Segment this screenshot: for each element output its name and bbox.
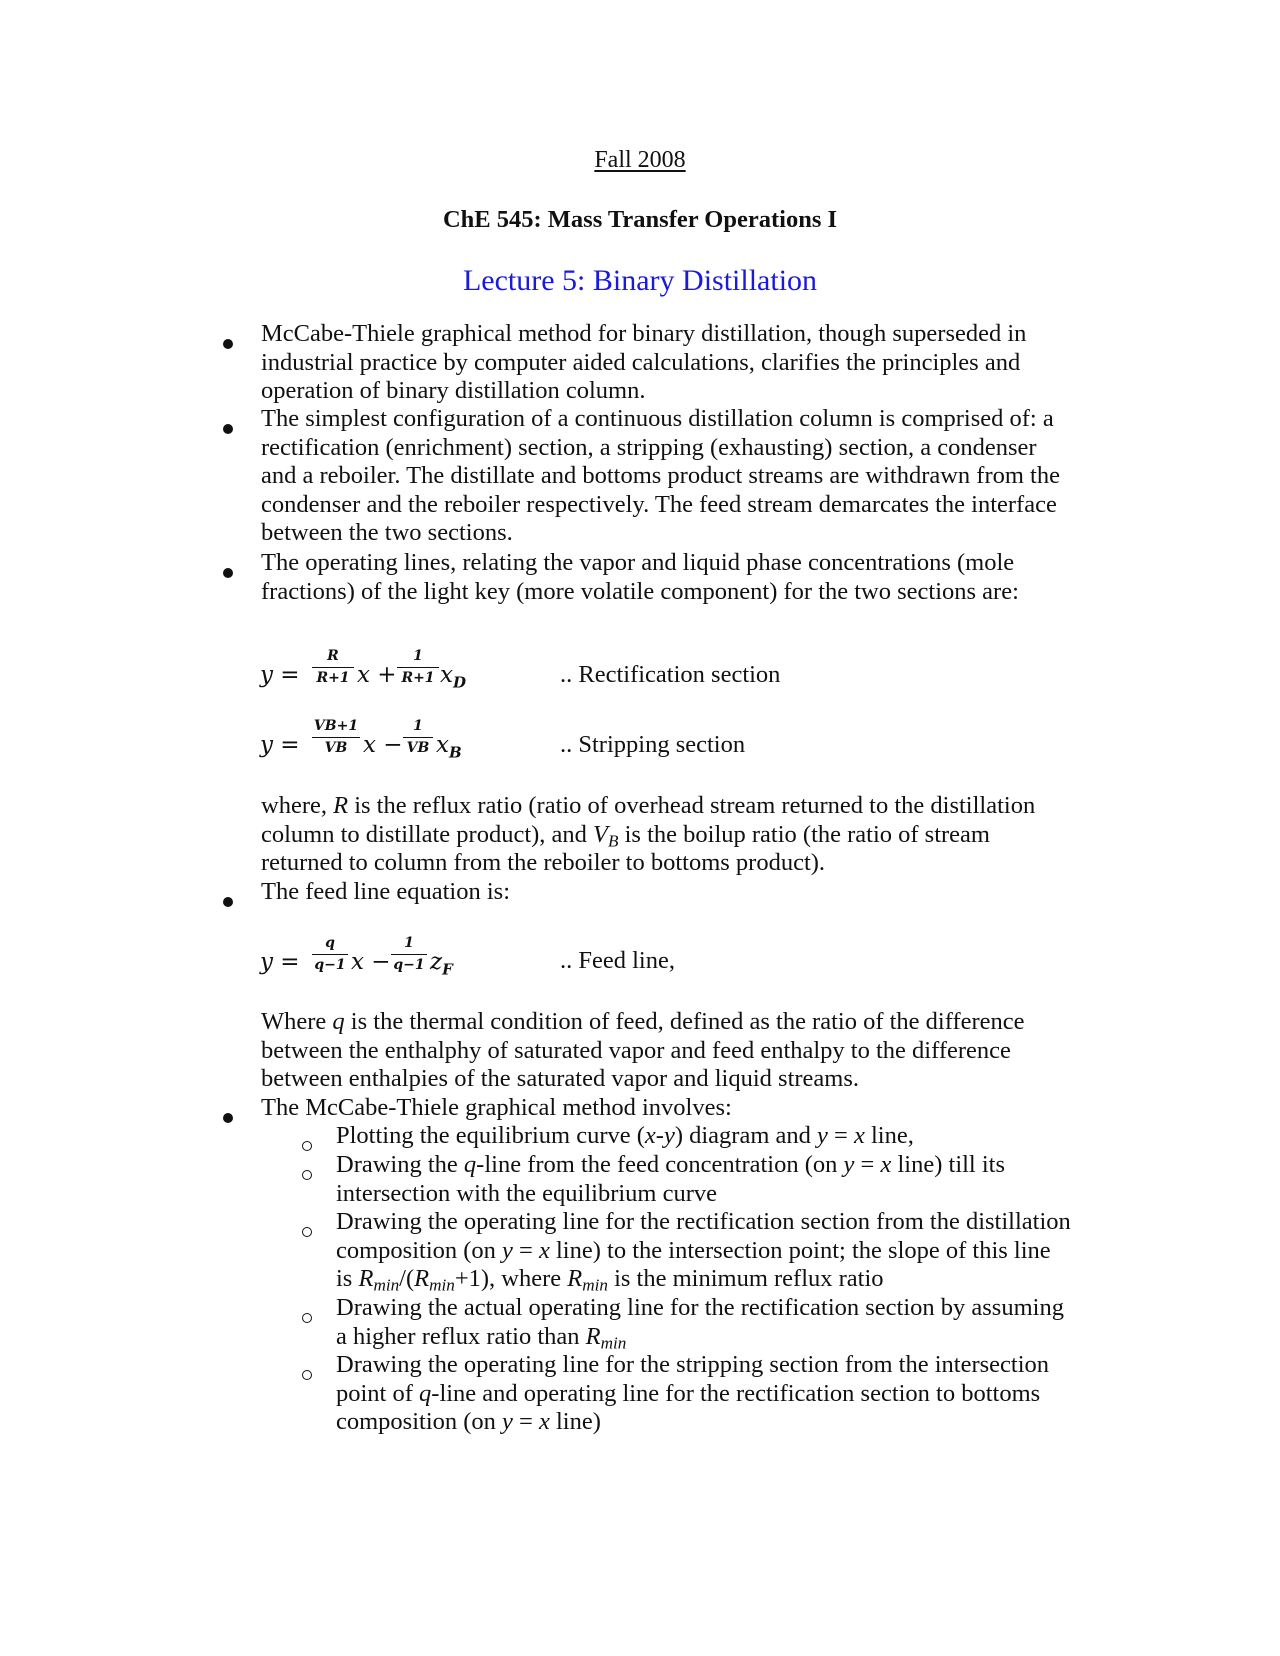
circle-bullet-icon <box>302 1370 312 1380</box>
equation-label-rectification: .. Rectification section <box>560 661 781 688</box>
reflux-definition: where, R is the reflux ratio (ratio of overhead stream returned to the distillation column to distillate product), and $V_B$ is the boilup ratio (the ratio of stream returned to column from the reboiler to bottoms product). <box>261 792 1036 877</box>
bullet-paragraph-5: The McCabe-Thiele graphical method involves: <box>261 1094 732 1121</box>
semester-heading: Fall 2008 <box>594 147 686 173</box>
bullet-icon <box>223 1113 233 1123</box>
bullet-icon <box>223 339 233 349</box>
equation-label-feed: .. Feed line, <box>560 947 675 974</box>
equation-stripping: y = VB+1 VB x − 1 VB $x_B$ <box>260 718 462 762</box>
step-4: Drawing the actual operating line for the rectification section by assuming a higher reflux ratio than $R_{min}$ <box>336 1294 1064 1352</box>
equation-rectification: y = R R+1 x + 1 R+1 $x_D$ <box>260 648 466 692</box>
bullet-icon <box>223 897 233 907</box>
step-1: Plotting the equilibrium curve (x-y) diagram and y = x line, <box>336 1122 914 1149</box>
bullet-paragraph-4: The feed line equation is: <box>261 878 510 905</box>
step-2: Drawing the q-line from the feed concentration (on y = x line) till its intersection with the equilibrium curve <box>336 1151 1006 1207</box>
bullet-paragraph-2: The simplest configuration of a continuous distillation column is comprised of: a rectification (enrichment) section, a stripping (exhausting) section, a condenser and a reboiler. The distillate and bottoms product streams are withdrawn from the condenser and the reboiler respectively. The feed stream demarcates the interface between the two sections. <box>261 405 1060 547</box>
q-definition: Where q is the thermal condition of feed, defined as the ratio of the difference between the enthalphy of saturated vapor and feed enthalpy to the difference between enthalpies of the saturated vapor and liquid streams. <box>261 1008 1025 1093</box>
circle-bullet-icon <box>302 1313 312 1323</box>
equation-feed: y = q q−1 x − 1 q−1 $z_F$ <box>260 935 453 979</box>
circle-bullet-icon <box>302 1141 312 1151</box>
step-3: Drawing the operating line for the rectification section from the distillation composition (on y = x line) to the intersection point; the slope of this line is $R_{min}/(R_{min}+1)$, where $R_{min}$ is the minimum reflux ratio <box>336 1208 1071 1295</box>
lecture-title: Lecture 5: Binary Distillation <box>462 264 818 297</box>
step-5: Drawing the operating line for the stripping section from the intersection point of q-line and operating line for the rectification section to bottoms composition (on y = x line) <box>336 1351 1050 1436</box>
course-title: ChE 545: Mass Transfer Operations I <box>442 206 838 233</box>
equation-label-stripping: .. Stripping section <box>560 731 746 758</box>
bullet-paragraph-3: The operating lines, relating the vapor and liquid phase concentrations (mole fractions) of the light key (more volatile component) for the two sections are: <box>261 549 1019 605</box>
circle-bullet-icon <box>302 1227 312 1237</box>
circle-bullet-icon <box>302 1170 312 1180</box>
bullet-icon <box>223 424 233 434</box>
bullet-paragraph-1: McCabe-Thiele graphical method for binary distillation, though superseded in industrial practice by computer aided calculations, clarifies the principles and operation of binary distillation column. <box>261 320 1027 405</box>
bullet-icon <box>223 568 233 578</box>
